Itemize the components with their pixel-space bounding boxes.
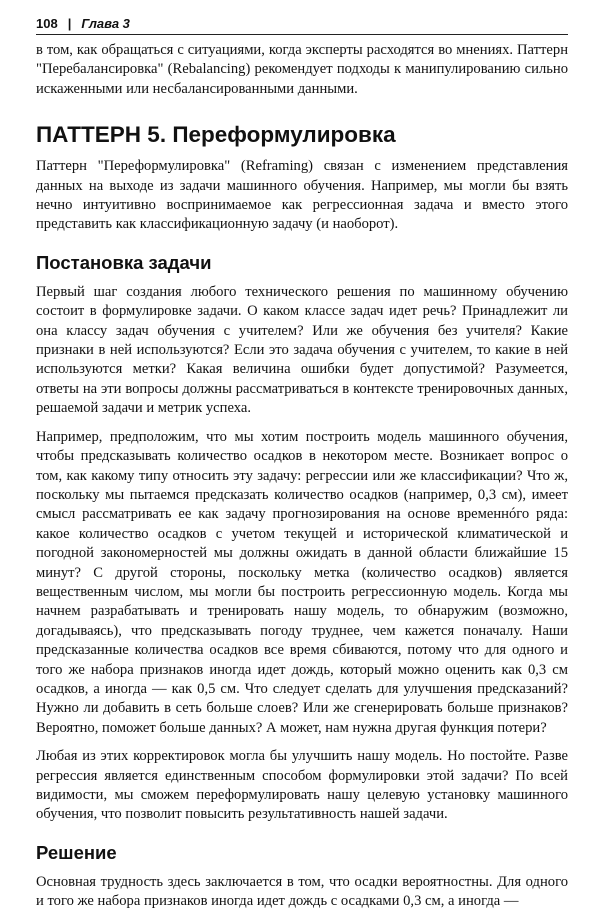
problem-heading: Постановка задачи <box>36 251 212 273</box>
problem-paragraph-3: Любая из этих корректировок могла бы улучшить нашу модель. Но постойте. Разве регрессия является единственным способом формулировки этой задачи? По всей видимости, мы сможем переформулировать нашу целевую установку машинного обучения, что позволит повысить результативность нашей задачи. <box>36 748 568 823</box>
header-separator: | <box>67 15 72 31</box>
pattern-paragraph: Паттерн "Переформулировка" (Reframing) связан с изменением представления данных на выходе из задачи машинного обучения. Например, мы могли бы взять нечно интуитивно воспринимаемое как регрессионная задача и вместо этого представить как классификационную задачу (и наоборот). <box>36 158 568 233</box>
page-body <box>36 41 568 921</box>
pattern-title: ПАТТЕРН 5. Переформулировка <box>36 122 396 148</box>
solution-heading: Решение <box>36 841 117 863</box>
chapter-label: Глава 3 <box>81 15 130 31</box>
page-number: 108 <box>36 15 58 31</box>
problem-paragraph-1: Первый шаг создания любого технического решения по машинному обучению состоит в формулировке задачи. О каком классе задач идет речь? Принадлежит ли она классу задач обучения с учителем? Или же обучения без учителя? Какие признаки в ней используются? Если это задача обучения с учителем, то какие в ней используются метки? Какая величина ошибки будет допустимой? Разумеется, ответы на эти вопросы должны рассматриваться в контексте тренировочных данных, решаемой задачи и метрик успеха. <box>36 283 568 417</box>
problem-paragraph-2: Например, предположим, что мы хотим построить модель машинного обучения, чтобы предсказывать количество осадков в некотором месте. Возникает вопрос о том, как какому типу относить эту задачу: регрессии или же классификации? Что ж, поскольку мы пытаемся предсказать количество осадков (например, 0,3 см), имеет смысл рассматривать ее как задачу прогнозирования на основе временнóго ряда: какое количество осадков с учетом текущей и исторической климатической и погодной закономерностей мы должны ожидать в данной области ближайшие 15 минут? С другой стороны, поскольку метка (количество осадков) является вещественным числом, мы могли бы построить регрессионную модель. Когда мы начнем разрабатывать и тренировать нашу модель, то обнаружим (возможно, догадываясь), что предсказывать погоду труднее, чем кажется поначалу. Наши предсказанные количества осадков все время сбиваются, потому что для одного и того же набора признаков иногда идет дождь, который можно оценить как 0,3 см осадков, а иногда — как 0,5 см. Что следует сделать для улучшения предсказаний? Нужно ли добавить в сеть больше слоев? Или же сгенерировать больше признаков? Вероятно, поможет больше данных? А может, нам нужна другая функция потери? <box>36 428 568 736</box>
running-header <box>36 12 130 34</box>
header-rule <box>36 34 568 35</box>
intro-paragraph: в том, как обращаться с ситуациями, когда эксперты расходятся во мнениях. Паттерн "Перебалансировка" (Rebalancing) рекомендует подходы к манипулированию сильно искаженными или несбалансированными данными. <box>36 42 568 97</box>
solution-paragraph: Основная трудность здесь заключается в том, что осадки вероятностны. Для одного и того же набора признаков иногда идет дождь с осадками 0,3 см, а иногда — <box>36 873 568 910</box>
